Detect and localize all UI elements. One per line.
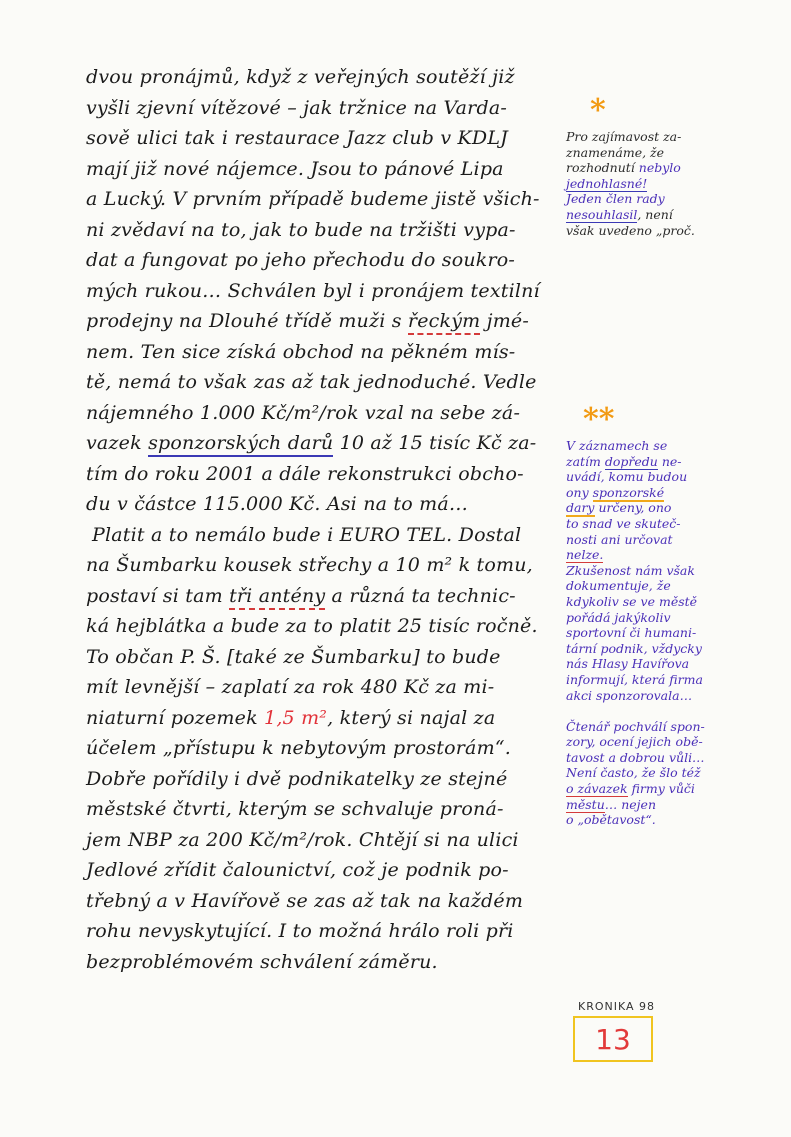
side-note-2-line — [566, 812, 766, 828]
side-note-2-text: informují, která firma — [566, 671, 703, 687]
main-text-line — [86, 581, 566, 612]
main-text-text: mít levnější – zaplatí za rok 480 Kč za mi- — [86, 676, 495, 698]
side-note-1-text: znamenáme, že — [566, 144, 665, 160]
side-note-2-text: uvádí, komu budou — [566, 469, 688, 485]
main-text-text: 1,5 m² — [264, 706, 328, 729]
side-note-2-line — [566, 625, 766, 641]
side-note-2-line — [566, 532, 766, 548]
side-note-2-text: nás Hlasy Havířova — [566, 656, 690, 672]
side-note-2-text: dary — [566, 500, 595, 516]
side-note-2-line — [566, 516, 766, 532]
side-note-2-text: pořádá jakýkoliv — [566, 609, 671, 625]
main-text-text: bezproblémovém schválení záměru. — [86, 950, 438, 973]
side-note-2-line — [566, 469, 766, 485]
main-text-text: tě, nemá to však zas až tak jednoduché. Vedle — [86, 371, 537, 393]
main-text-text: postaví si tam — [86, 584, 230, 607]
side-note-2-line — [566, 500, 766, 516]
side-note-1-text: jednohlasné! — [566, 175, 648, 191]
main-text-text: niaturní pozemek — [86, 706, 265, 729]
main-text-line — [86, 398, 566, 429]
side-note-2-line — [566, 563, 766, 579]
side-note-2-text: o „obětavost“. — [566, 812, 656, 828]
main-text-line — [86, 733, 566, 764]
main-text-line — [86, 489, 566, 520]
main-text-text: prodejny na Dlouhé třídě muži s — [86, 310, 408, 332]
side-note-2-line — [566, 672, 766, 688]
main-text-text: třebný a v Havířově se zas až tak na každém — [86, 889, 524, 912]
side-note-2-text: Čtenář pochválí spon- — [566, 718, 705, 734]
side-note-2-text: zory, ocení jejich obě- — [566, 734, 703, 750]
side-note-2-line — [566, 610, 766, 626]
main-text-line — [86, 642, 566, 673]
side-note-2-text: tární podnik, vždycky — [566, 640, 702, 656]
side-note-2-text: ne- — [657, 453, 682, 469]
side-note-2-line — [566, 594, 766, 610]
main-text-line — [86, 550, 566, 581]
side-note-2-line — [566, 719, 766, 735]
asterisk-marker-2: ** — [583, 402, 615, 437]
main-text-line — [86, 215, 566, 246]
side-note-2-text: V záznamech se — [566, 438, 668, 453]
main-text-line — [86, 672, 566, 703]
main-text-text: a různá ta technic- — [325, 584, 516, 607]
main-text-line — [86, 123, 566, 154]
main-text-text: dat a fungovat po jeho přechodu do soukro- — [86, 249, 516, 271]
main-text-text: tři antény — [229, 585, 325, 610]
side-note-2-line — [566, 703, 766, 719]
main-text-text: dvou pronájmů, když z veřejných soutěží již — [86, 66, 515, 88]
side-note-2-line — [566, 547, 766, 563]
side-note-1-line — [566, 160, 766, 176]
main-text-text: vazek — [86, 432, 149, 454]
main-text-line — [86, 306, 566, 337]
side-note-2-text: sportovní či humani- — [566, 625, 697, 641]
main-text-text: jmé- — [480, 310, 529, 332]
asterisk-marker-1: * — [590, 93, 606, 128]
side-note-2-text: nelze. — [566, 547, 604, 563]
main-text-line — [86, 276, 566, 307]
side-note-2-line — [566, 688, 766, 704]
main-text-text: mých rukou… Schválen byl i pronájem textilní — [86, 279, 540, 302]
main-text-line — [86, 794, 566, 825]
side-note-1-line — [566, 191, 766, 207]
main-text-line — [86, 520, 566, 551]
main-text-column — [86, 62, 566, 977]
side-note-2-line — [566, 578, 766, 594]
side-note-1-text: nebylo — [638, 160, 681, 176]
main-text-line — [86, 611, 566, 642]
main-text-line — [86, 245, 566, 276]
side-note-2-text: dokumentuje, že — [566, 578, 671, 594]
main-text-line — [86, 825, 566, 856]
side-note-2-text: … nejen — [604, 796, 656, 812]
side-note-2-text: dopředu — [604, 453, 658, 469]
side-note-1-line — [566, 207, 766, 223]
side-note-1 — [566, 129, 766, 238]
side-note-2-text: o závazek — [566, 781, 628, 797]
side-note-2-text: Není často, že šlo též — [566, 765, 701, 781]
side-note-2-line — [566, 454, 766, 470]
main-text-text: na Šumbarku kousek střechy a 10 m² k tomu, — [86, 554, 533, 576]
main-text-text: vyšli zjevní vítězové – jak tržnice na Varda- — [86, 96, 507, 119]
main-text-line — [86, 154, 566, 185]
side-note-2-text: nosti ani určovat — [566, 531, 673, 547]
side-note-2-text: městu — [566, 796, 605, 812]
side-note-2-line — [566, 797, 766, 813]
main-text-text: Dobře pořídily i dvě podnikatelky ze stejné — [86, 767, 508, 790]
main-text-line — [86, 886, 566, 917]
main-text-text: tím do roku 2001 a dále rekonstrukci obcho- — [86, 462, 524, 485]
main-text-text: ká hejblátka a bude za to platit 25 tisíc ročně. — [86, 615, 538, 637]
main-text-line — [86, 184, 566, 215]
main-text-line — [86, 337, 566, 368]
side-note-2-line — [566, 781, 766, 797]
main-text-text: řeckým — [408, 310, 480, 335]
side-note-2-text: určeny, ono — [594, 500, 672, 516]
main-text-text: 10 až 15 tisíc Kč za- — [333, 432, 537, 454]
main-text-text: a Lucký. V prvním případě budeme jistě všich- — [86, 188, 540, 210]
side-note-2-line — [566, 734, 766, 750]
side-note-2-text: tavost a dobrou vůli… — [566, 749, 705, 765]
main-text-text: sově ulici tak i restaurace Jazz club v KDLJ — [86, 127, 508, 149]
page-number: 13 — [573, 1016, 653, 1062]
main-text-text: nájemného 1.000 Kč/m²/rok vzal na sebe zá- — [86, 401, 521, 424]
side-note-2-line — [566, 641, 766, 657]
side-note-1-text: nesouhlasil — [566, 206, 638, 222]
side-note-1-text: však uvedeno „proč. — [566, 222, 695, 238]
main-text-line — [86, 703, 566, 734]
main-text-text: mají již nové nájemce. Jsou to pánové Lipa — [86, 157, 504, 180]
main-text-line — [86, 62, 566, 93]
main-text-text: rohu nevyskytující. I to možná hrálo roli při — [86, 920, 514, 942]
side-note-2-text: firmy vůči — [627, 781, 695, 797]
side-note-2-line — [566, 765, 766, 781]
main-text-line — [86, 93, 566, 124]
side-note-1-line — [566, 223, 766, 239]
main-text-line — [86, 459, 566, 490]
main-text-text: , který si najal za — [327, 706, 496, 729]
side-note-2-text: to snad ve skuteč- — [566, 515, 681, 531]
side-note-2-text: ony — [566, 484, 593, 500]
side-note-2-line — [566, 438, 766, 454]
side-note-2-text: sponzorské — [592, 484, 665, 500]
main-text-line — [86, 764, 566, 795]
main-text-text: sponzorských darů — [148, 432, 333, 457]
side-note-1-text: Pro zajímavost za- — [566, 129, 682, 144]
main-text-line — [86, 367, 566, 398]
side-note-2-line — [566, 750, 766, 766]
side-note-1-line — [566, 176, 766, 192]
side-note-1-line — [566, 145, 766, 161]
side-note-2-text: zatím — [566, 453, 605, 469]
side-note-2-text: Zkušenost nám však — [566, 562, 695, 578]
side-note-2-line — [566, 656, 766, 672]
main-text-text: Platit a to nemálo bude i EURO TEL. Dostal — [92, 523, 522, 546]
side-note-2-line — [566, 485, 766, 501]
chronicle-label: KRONIKA 98 — [578, 1000, 656, 1013]
main-text-text: nem. Ten sice získá obchod na pěkném mís- — [86, 340, 516, 363]
main-text-text: městské čtvrti, kterým se schvaluje proná- — [86, 798, 504, 820]
main-text-text: ni zvědaví na to, jak to bude na tržišti vypa- — [86, 218, 516, 241]
side-note-1-line — [566, 129, 766, 145]
main-text-text: účelem „přístupu k nebytovým prostorám“. — [86, 737, 511, 759]
main-text-text: jem NBP za 200 Kč/m²/rok. Chtějí si na ulici — [86, 828, 519, 851]
main-text-text: To občan P. Š. [také ze Šumbarku] to bude — [86, 645, 501, 668]
main-text-text: Jedlové zřídit čalounictví, což je podnik po- — [86, 859, 509, 881]
main-text-line — [86, 855, 566, 886]
side-note-2-text: akci sponzorovala… — [566, 687, 693, 703]
side-note-1-text: , není — [637, 206, 673, 222]
side-note-2 — [566, 438, 766, 828]
main-text-line — [86, 916, 566, 947]
side-note-2-text: kdykoliv se ve městě — [566, 593, 698, 609]
main-text-line — [86, 428, 566, 459]
side-note-1-text: rozhodnutí — [566, 160, 639, 176]
main-text-text: du v částce 115.000 Kč. Asi na to má… — [86, 493, 469, 515]
side-note-1-text: Jeden člen rady — [566, 191, 665, 207]
main-text-line — [86, 947, 566, 978]
